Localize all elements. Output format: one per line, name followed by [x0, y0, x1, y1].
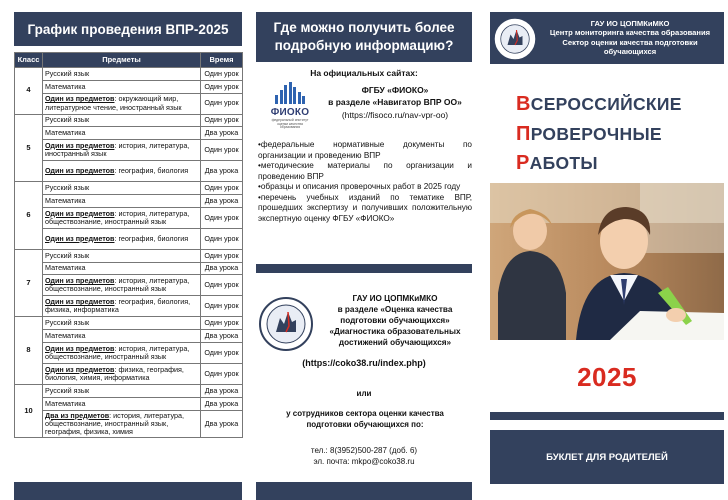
subject-cell — [43, 342, 201, 363]
info-title: Где можно получить более подробную информацию? — [256, 12, 472, 62]
subject-choice-prefix: Один из предметов — [45, 208, 115, 218]
subject-text: Русский язык — [45, 318, 90, 328]
contact-details — [250, 446, 478, 468]
coko-name: ГАУ ИО ЦОПМКиМКО — [352, 294, 438, 303]
subject-cell — [43, 410, 201, 438]
cover-header — [490, 12, 724, 64]
table-row — [15, 262, 243, 275]
subject-text: Математика — [45, 398, 86, 408]
time-cell: Один урок — [201, 228, 243, 249]
subject-cell — [43, 249, 201, 262]
time-cell: Один урок — [201, 275, 243, 296]
time-cell: Один урок — [201, 140, 243, 161]
classroom-photo — [490, 183, 724, 340]
info-divider — [256, 264, 472, 273]
schedule-body — [15, 68, 243, 438]
subject-choice-prefix: Один из предметов — [45, 166, 115, 176]
schedule-footer-bar — [14, 482, 242, 500]
coko-logo-icon — [258, 296, 314, 352]
subject-cell — [43, 127, 201, 140]
or-label: или — [356, 389, 372, 398]
grade-cell: 6 — [15, 182, 43, 250]
time-cell: Два урока — [201, 127, 243, 140]
subject-cell — [43, 80, 201, 93]
fioko-logo-caption: федеральный институт оценки качества образования — [271, 118, 309, 130]
fioko-link[interactable]: (https://fisoco.ru/nav-vpr-oo) — [341, 109, 449, 120]
cover-panel — [486, 0, 728, 500]
subject-text: Русский язык — [45, 250, 90, 260]
time-cell: Один урок — [201, 182, 243, 195]
time-cell: Два урока — [201, 384, 243, 397]
table-row — [15, 194, 243, 207]
contact-phone[interactable]: тел.: 8(3952)500-287 (доб. 6) — [310, 446, 418, 455]
info-footer-bar — [256, 482, 472, 500]
time-cell: Два урока — [201, 262, 243, 275]
table-row — [15, 384, 243, 397]
time-cell: Один урок — [201, 68, 243, 81]
cover-title-line1: ВСЕРОССИЙСКИЕ — [516, 93, 682, 115]
subject-cell — [43, 140, 201, 161]
column-header-class: Класс — [15, 53, 43, 68]
fioko-logo-bars-icon — [270, 82, 310, 104]
table-row — [15, 161, 243, 182]
grade-cell: 10 — [15, 384, 43, 437]
schedule-table — [14, 52, 243, 438]
subject-cell — [43, 228, 201, 249]
grade-cell: 8 — [15, 317, 43, 385]
subject-choice-prefix: Один из предметов — [45, 94, 115, 104]
subject-cell — [43, 194, 201, 207]
materials-list — [258, 140, 472, 224]
subject-text: Математика — [45, 195, 86, 205]
time-cell: Два урока — [201, 330, 243, 343]
org-name-line2: Центр мониторинга качества образования — [549, 28, 711, 38]
subject-cell — [43, 207, 201, 228]
time-cell: Два урока — [201, 397, 243, 410]
subject-cell — [43, 296, 201, 317]
time-cell: Два урока — [201, 194, 243, 207]
schedule-title: График проведения ВПР-2025 — [14, 12, 242, 46]
coko-subsection: «Диагностика образовательных достижений обучающихся» — [329, 327, 461, 348]
subject-choice-prefix: Два из предметов — [45, 410, 110, 420]
subject-text: : история, литература, иностранный язык — [45, 140, 190, 159]
time-cell: Один урок — [201, 207, 243, 228]
subject-text: : география, биология — [114, 233, 189, 243]
column-header-subjects: Предметы — [43, 53, 201, 68]
table-row — [15, 410, 243, 438]
table-row — [15, 397, 243, 410]
list-item: • методические материалы по организации и проведению ВПР — [258, 161, 472, 182]
subject-cell — [43, 384, 201, 397]
grade-cell: 7 — [15, 249, 43, 317]
grade-cell: 4 — [15, 68, 43, 115]
table-row — [15, 317, 243, 330]
time-cell: Один урок — [201, 317, 243, 330]
subject-text: : история, литература, обществознание, иностранный язык — [45, 276, 190, 294]
fioko-section: в разделе «Навигатор ВПР ОО» — [328, 97, 462, 108]
table-row — [15, 114, 243, 127]
subject-text: Математика — [45, 330, 86, 340]
subject-cell — [43, 397, 201, 410]
table-row — [15, 363, 243, 384]
schedule-header-row — [15, 53, 243, 68]
booklet-label: БУКЛЕТ ДЛЯ РОДИТЕЛЕЙ — [490, 430, 724, 484]
subject-choice-prefix: Один из предметов — [45, 343, 115, 353]
subject-text: Русский язык — [45, 115, 90, 125]
subject-cell — [43, 68, 201, 81]
column-header-time: Время — [201, 53, 243, 68]
cover-divider — [490, 412, 724, 420]
subject-cell — [43, 114, 201, 127]
subject-text: : окружающий мир, литературное чтение, иностранный язык — [45, 94, 182, 112]
staff-contact-label: у сотрудников сектора оценки качества подготовки обучающихся по: — [286, 409, 444, 429]
contact-email[interactable]: эл. почта: mkpo@coko38.ru — [313, 456, 415, 466]
table-row — [15, 228, 243, 249]
subject-text: Математика — [45, 81, 86, 91]
coko-section: в разделе «Оценка качества подготовки обучающихся» — [337, 305, 453, 326]
subject-cell — [43, 317, 201, 330]
subject-cell — [43, 182, 201, 195]
subject-text: : история, литература, обществознание, иностранный язык — [45, 208, 190, 226]
time-cell: Один урок — [201, 363, 243, 384]
subject-text: : география, биология, физика, информатика — [45, 297, 191, 315]
time-cell: Один урок — [201, 342, 243, 363]
subject-cell — [43, 275, 201, 296]
fioko-logo-word: ФИОКО — [270, 107, 310, 118]
subject-cell — [43, 93, 201, 114]
subject-cell — [43, 161, 201, 182]
time-cell: Один урок — [201, 296, 243, 317]
table-row — [15, 93, 243, 114]
subject-cell — [43, 363, 201, 384]
subject-text: : география, биология — [114, 166, 189, 176]
table-row — [15, 249, 243, 262]
time-cell: Один урок — [201, 80, 243, 93]
table-row — [15, 140, 243, 161]
subject-choice-prefix: Один из предметов — [45, 233, 115, 243]
subject-text: : история, литература, обществознание, иностранный язык, география, физика, химия — [45, 410, 185, 437]
org-name — [538, 19, 722, 57]
table-row — [15, 68, 243, 81]
official-sites-heading: На официальных сайтах: — [310, 68, 418, 78]
list-item: • образцы и описания проверочных работ в 2025 году — [258, 182, 472, 193]
org-name-line1: ГАУ ИО ЦОПМКиМКО — [590, 19, 670, 28]
subject-cell — [43, 330, 201, 343]
time-cell: Один урок — [201, 249, 243, 262]
subject-text: Математика — [45, 263, 86, 273]
list-item: • федеральные нормативные документы по организации и проведению ВПР — [258, 140, 472, 161]
info-panel — [250, 0, 478, 500]
time-cell: Два урока — [201, 410, 243, 438]
subject-text: : физика, география, биология, химия, информатика — [45, 364, 184, 382]
table-row — [15, 182, 243, 195]
subject-choice-prefix: Один из предметов — [45, 297, 115, 307]
schedule-panel — [0, 0, 242, 500]
subject-text: Русский язык — [45, 385, 90, 395]
time-cell: Один урок — [201, 93, 243, 114]
cover-title — [516, 90, 716, 179]
subject-text: Математика — [45, 128, 86, 138]
list-item: • перечень учебных изданий по тематике ВПР, прошедших экспертизу и получивших положительную экспертную оценку ФГБУ «ФИОКО» — [258, 193, 472, 225]
coko-link[interactable]: (https://coko38.ru/index.php) — [302, 358, 426, 368]
cover-title-line2: ПРОВЕРОЧНЫЕ — [516, 122, 662, 145]
coko-logo-icon — [494, 18, 536, 60]
subject-text: : история, литература, обществознание, иностранный язык — [45, 343, 190, 361]
subject-cell — [43, 262, 201, 275]
subject-choice-prefix: Один из предметов — [45, 276, 115, 286]
table-row — [15, 342, 243, 363]
subject-choice-prefix: Один из предметов — [45, 140, 115, 150]
table-row — [15, 275, 243, 296]
subject-text: Русский язык — [45, 68, 90, 78]
subject-choice-prefix: Один из предметов — [45, 364, 115, 374]
grade-cell: 5 — [15, 114, 43, 182]
table-row — [15, 296, 243, 317]
fioko-logo — [270, 82, 310, 132]
fioko-name: ФГБУ «ФИОКО» — [361, 85, 429, 95]
cover-title-line3: РАБОТЫ — [516, 152, 598, 175]
table-row — [15, 127, 243, 140]
time-cell: Два урока — [201, 161, 243, 182]
subject-text: Русский язык — [45, 182, 90, 192]
cover-year: 2025 — [577, 362, 637, 392]
coko-info — [314, 293, 476, 348]
table-row — [15, 80, 243, 93]
table-row — [15, 330, 243, 343]
table-row — [15, 207, 243, 228]
fioko-info — [314, 84, 476, 121]
time-cell: Один урок — [201, 114, 243, 127]
org-name-line3: Сектор оценки качества подготовки обучающихся — [562, 37, 698, 57]
